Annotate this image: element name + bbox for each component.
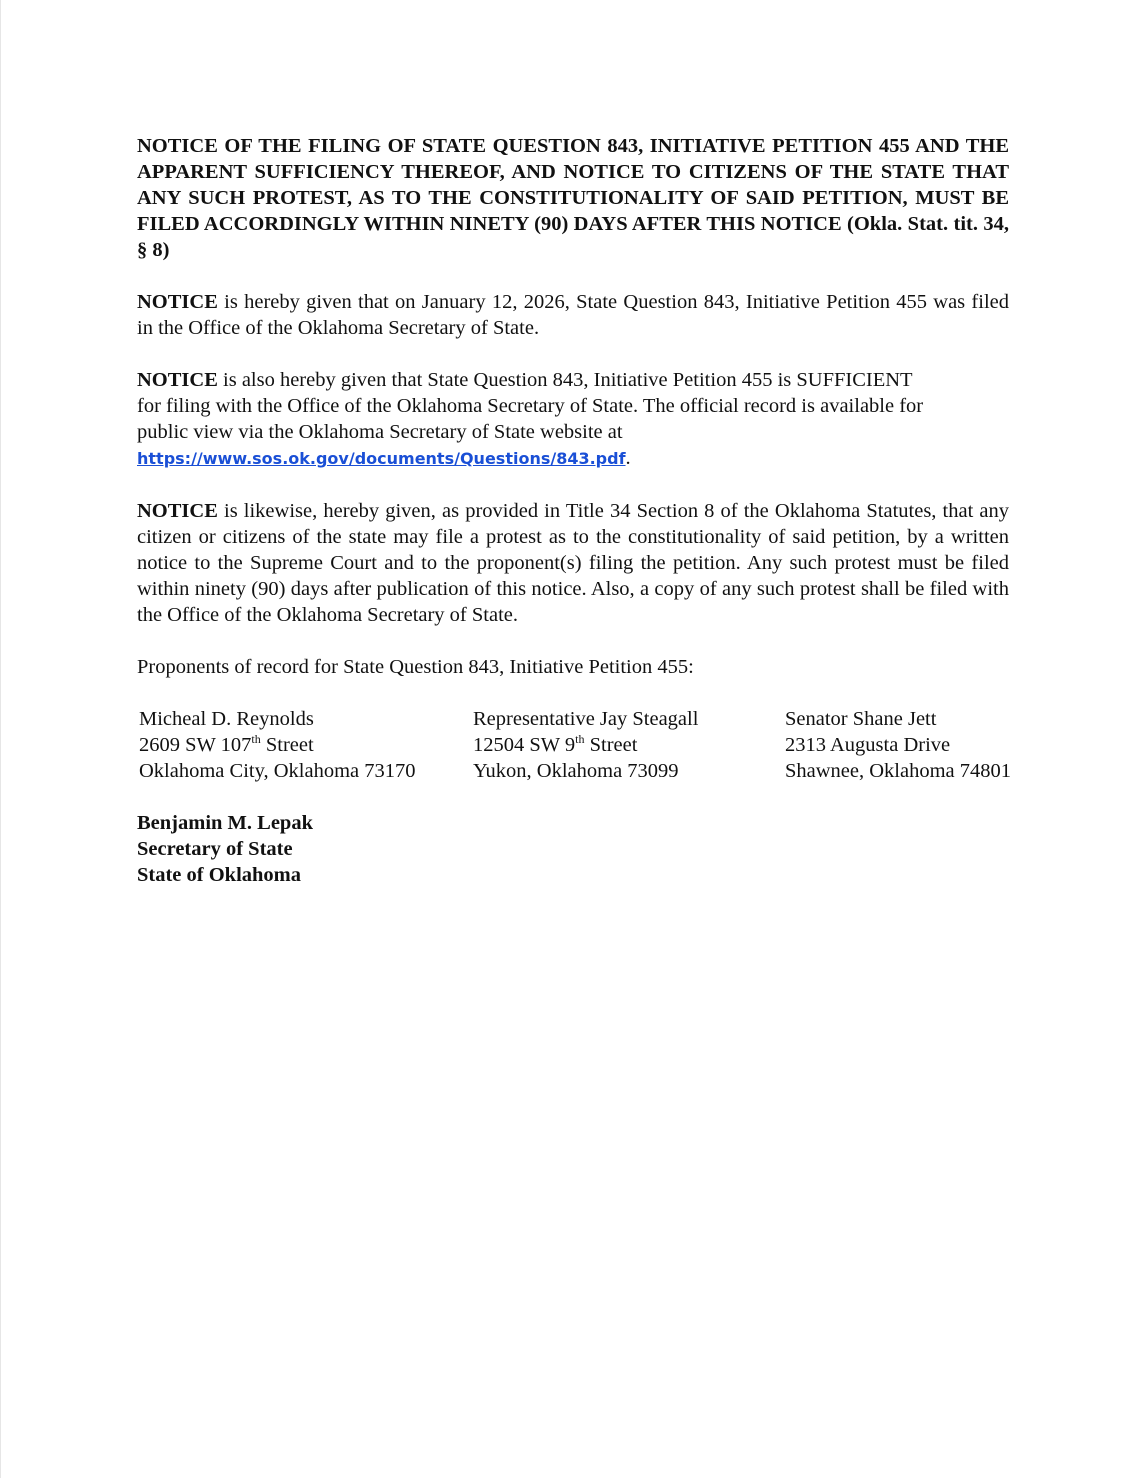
document-content [137, 133, 1012, 888]
street-suffix: Street [260, 734, 314, 756]
notice-lead: NOTICE [137, 291, 218, 313]
proponent-name: Micheal D. Reynolds [139, 708, 314, 730]
street-ordinal: th [575, 732, 585, 746]
proponent-street [473, 732, 698, 758]
notice-lead: NOTICE [137, 500, 218, 522]
proponent-entry [473, 706, 698, 784]
street-number: 2609 SW 107 [139, 734, 252, 756]
proponents-list [137, 706, 1012, 784]
proponents-intro: Proponents of record for State Question 843, Initiative Petition 455: [137, 656, 694, 678]
street-number: 2313 Augusta Drive [785, 734, 951, 756]
notice-body: is also hereby given that State Question 843, Initiative Petition 455 is SUFFICIENT [217, 369, 913, 391]
notice-paragraph-protest [137, 498, 1009, 628]
signatory-title: Secretary of State [137, 838, 293, 860]
sufficiency-line-2: for filing with the Office of the Oklahoma Secretary of State. The official record is available for [137, 395, 924, 417]
signatory-name: Benjamin M. Lepak [137, 812, 313, 834]
proponent-city: Oklahoma City, Oklahoma 73170 [139, 760, 416, 782]
signatory-office: State of Oklahoma [137, 864, 301, 886]
proponent-city: Shawnee, Oklahoma 74801 [785, 760, 1012, 782]
street-suffix: Street [584, 734, 638, 756]
sufficiency-line-4 [137, 445, 1009, 472]
notice-body: is likewise, hereby given, as provided in Title 34 Section 8 of the Oklahoma Statutes, that any citizen or citizens of the state may file a protest as to the constitutionality of said petition, by a written notice to the Supreme Court and to the proponent(s) filing the petition. Any such protest must be filed within ninety (90) days after publication of this notice. Also, a copy of any such protest shall be filed with the Office of the Oklahoma Secretary of State. [137, 500, 1009, 626]
notice-heading: NOTICE OF THE FILING OF STATE QUESTION 843, INITIATIVE PETITION 455 AND THE APPARENT SUFFICIENCY THEREOF, AND NOTICE TO CITIZENS OF THE STATE THAT ANY SUCH PROTEST, AS TO THE CONSTITUTIONALITY OF SAID PETITION, MUST BE FILED ACCORDINGLY WITHIN NINETY (90) DAYS AFTER THIS NOTICE (Okla. Stat. tit. 34, § 8) [137, 135, 1009, 261]
notice-body: is hereby given that on January 12, 2026, State Question 843, Initiative Petition 455 was filed in the Office of the Oklahoma Secretary of State. [137, 291, 1009, 339]
proponent-street [139, 732, 416, 758]
notice-paragraph-sufficiency [137, 367, 1009, 472]
proponent-name: Senator Shane Jett [785, 708, 937, 730]
street-number: 12504 SW 9 [473, 734, 576, 756]
proponent-name: Representative Jay Steagall [473, 708, 699, 730]
proponent-entry [139, 706, 416, 784]
proponent-street [785, 732, 1011, 758]
notice-paragraph-filing [137, 289, 1009, 341]
notice-lead: NOTICE [137, 369, 218, 391]
link-period: . [625, 447, 631, 469]
street-ordinal: th [251, 732, 261, 746]
official-record-link[interactable]: https://www.sos.ok.gov/documents/Questions/843.pdf [137, 449, 626, 468]
signature-block [137, 810, 1009, 888]
proponent-city: Yukon, Oklahoma 73099 [473, 760, 679, 782]
sufficiency-line-1 [137, 367, 1009, 393]
proponent-entry [785, 706, 1011, 784]
sufficiency-line-3: public view via the Oklahoma Secretary of State website at [137, 421, 623, 443]
